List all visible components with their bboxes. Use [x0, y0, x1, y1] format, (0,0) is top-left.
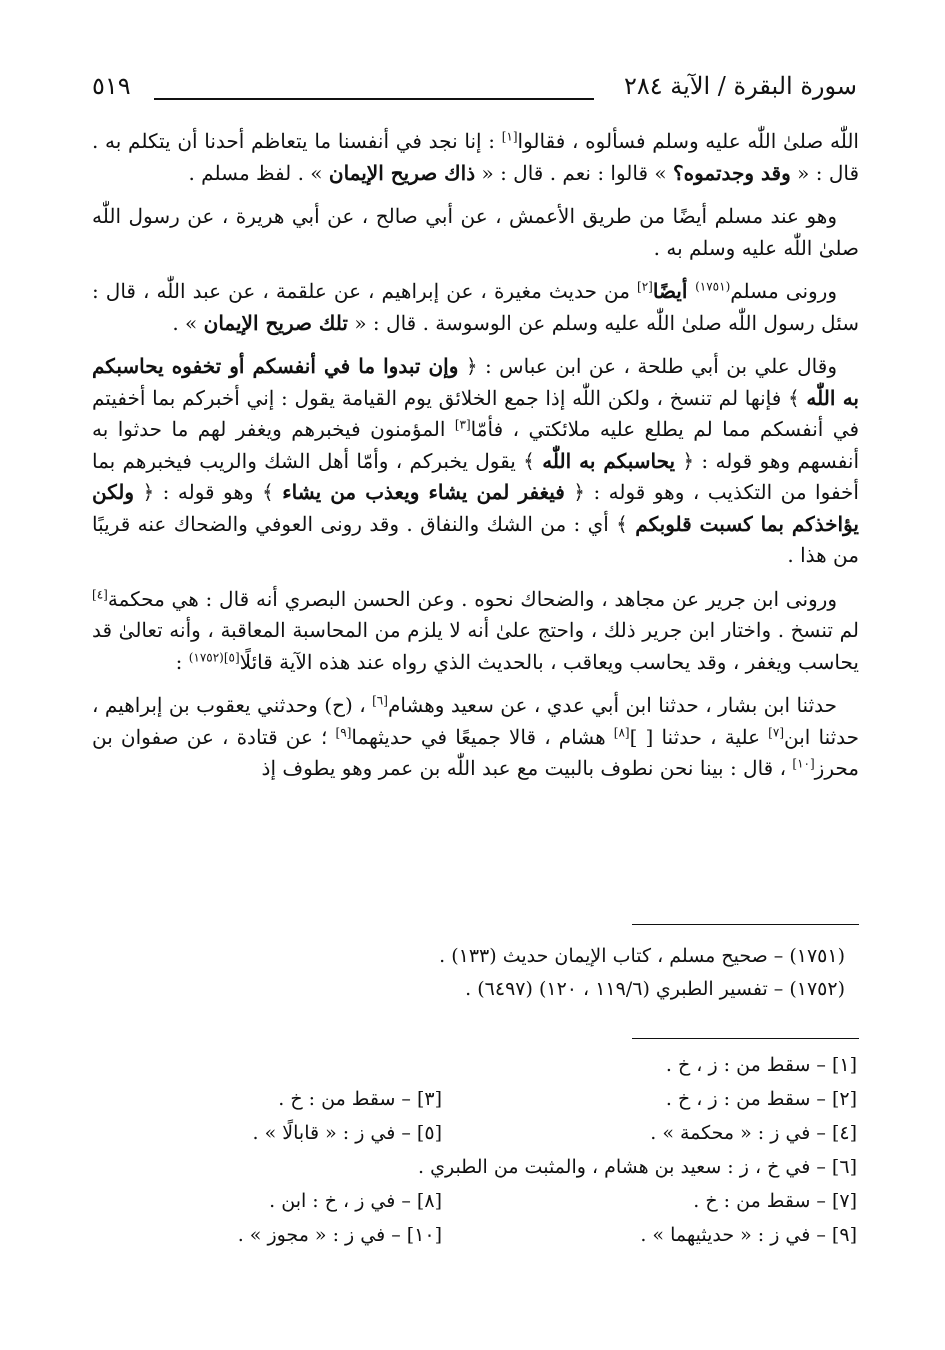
variant-note: [٩] – في ز : « حديثيهما » . — [640, 1224, 857, 1246]
variant-note: [٥] – في ز : « قابالًا » . — [252, 1122, 442, 1144]
text-run: ، (ح) وحدثني يعقوب بن إبراهيم ، حدثنا ابن — [92, 693, 860, 749]
footnote-separator — [632, 924, 859, 925]
text-run: ؛ عن قتادة ، عن صفوان بن محرز — [92, 724, 859, 780]
text-run: ﴾ يقول يخبركم ، وأمّا أهل الشك والريب فيخبرهم بما أخفوا من التكذيب ، وهو قوله : ﴿ — [92, 448, 859, 504]
text-run: المؤمنون فيخبرهم ويغفر لهم ما حدثوا به أنفسهم وهو قوله : ﴿ — [92, 417, 860, 473]
text-run: هشام ، قالا جميعًا في حديثهما — [351, 724, 614, 749]
hadith-quote: وقد وجدتموه؟ — [673, 160, 791, 185]
footnote-ref: (١٧٥٢) — [188, 649, 224, 664]
variant-note: [١٠] – في ز : « مجوز » . — [237, 1224, 442, 1246]
page-number: ٥١٩ — [92, 72, 131, 100]
paragraph — [92, 276, 859, 339]
quran-quote: فيغفر لمن يشاء ويعذب من يشاء — [282, 480, 565, 504]
variant-note: [٣] – سقط من : خ . — [278, 1088, 442, 1110]
variant-ref: [٣] — [454, 417, 471, 432]
text-run: وقال علي بن أبي طلحة ، عن ابن عباس : ﴿ — [458, 354, 837, 378]
variant-row — [92, 1224, 857, 1258]
header-rule — [154, 98, 594, 100]
hadith-quote: تلك صريح الإيمان — [203, 310, 348, 335]
text-run: من حديث مغيرة ، عن إبراهيم ، عن علقمة ، عن عبد اللّٰه ، قال : سئل رسول اللّٰه صلىٰ اللّٰه عليه وسلم عن الوسوسة . قال : « — [92, 279, 859, 335]
footnote: (١٧٥٢) – تفسير الطبري (١١٩/٦ ، ١٢٠) (٦٤٩٧) . — [465, 978, 845, 1000]
text-run: اللّٰه صلىٰ اللّٰه عليه وسلم فسألوه ، فقالوا — [517, 129, 859, 153]
text-run: ورونى مسلم — [730, 279, 838, 303]
variant-note: [٨] – في ز ، خ : ابن . — [269, 1190, 442, 1212]
paragraph — [92, 351, 859, 572]
main-text — [92, 126, 859, 797]
variant-ref: [٩] — [335, 724, 352, 739]
text-run: ﴾ فإنها لم تنسخ ، ولكن اللّٰه إذا جمع الخلائق يوم القيامة يقول : إني أخبركم بما أخفيتم في أنفسكم مما لم يطلع عليه ملائكتي ، فأمّا — [92, 385, 860, 441]
variant-ref: [٨] — [613, 724, 630, 739]
page-header — [92, 72, 857, 112]
variants-separator — [632, 1038, 859, 1039]
footnotes — [92, 940, 857, 1006]
variant-ref: [٧] — [768, 724, 784, 739]
paragraph — [92, 690, 859, 785]
running-title: سورة البقرة / الآية ٢٨٤ — [623, 72, 857, 100]
text-run: علية ، حدثنا [ ] — [629, 724, 769, 749]
variant-row — [92, 1190, 857, 1224]
text-run: ﴾ أي : من الشك والنفاق . وقد رونى العوفي والضحاك عنه قريبًا من هذا . — [92, 511, 859, 567]
quran-quote: ولكن يؤاخذكم بما كسبت قلوبكم — [92, 480, 859, 536]
variant-row — [92, 1054, 857, 1088]
quran-quote: وإن تبدوا ما في أنفسكم أو تخفوه يحاسبكم به اللّٰه — [92, 354, 860, 410]
text-run: : — [175, 649, 189, 674]
paragraph — [92, 201, 859, 264]
paragraph — [92, 584, 859, 679]
text-run: ، قال : بينا نحن نطوف بالبيت مع عبد اللّٰه بن عمر وهو يطوف إذ — [261, 756, 793, 780]
text-run: ﴾ وهو قوله : ﴿ — [134, 480, 283, 504]
footnote-ref: (١٧٥١) — [695, 279, 731, 294]
text-run: حدثنا ابن بشار ، حدثنا ابن أبي عدي ، عن سعيد وهشام — [387, 693, 838, 717]
text-run: ورونى ابن جرير عن مجاهد ، والضحاك نحوه . وعن الحسن البصري أنه قال : هي محكمة — [107, 586, 837, 611]
variant-ref: [٢] — [637, 279, 653, 294]
text-run: : إنا نجد في أنفسنا ما يتعاظم أحدنا أن يتكلم به . قال : « — [92, 129, 859, 185]
variant-ref: [١٠] — [792, 756, 815, 771]
footnote: (١٧٥١) – صحيح مسلم ، كتاب الإيمان حديث (١٣٣) . — [439, 945, 845, 967]
variant-ref: [٦] — [372, 693, 388, 708]
variant-note: [١] – سقط من : ز ، خ . — [665, 1054, 857, 1076]
text-run: » قالوا : نعم . قال : « — [475, 160, 673, 185]
variant-ref: [٥] — [223, 649, 240, 664]
text-run: أيضًا — [652, 279, 696, 303]
text-run: لم تنسخ . واختار ابن جرير ذلك ، واحتج علىٰ أنه لا يلزم من المحاسبة المعاقبة ، وأنه تعالىٰ قد يحاسب ويغفر ، وقد يحاسب ويعاقب ، بالحديث الذي رواه عند هذه الآية قائلًا — [92, 618, 859, 674]
variant-note: [٢] – سقط من : ز ، خ . — [665, 1088, 857, 1110]
variant-note: [٤] – في ز : « محكمة » . — [650, 1122, 857, 1144]
variant-ref: [٤] — [92, 586, 108, 601]
variant-note: [٧] – سقط من : خ . — [693, 1190, 857, 1212]
variant-row — [92, 1156, 857, 1190]
text-run: وهو عند مسلم أيضًا من طريق الأعمش ، عن أبي صالح ، عن أبي هريرة ، عن رسول اللّٰه صلىٰ اللّٰه عليه وسلم به . — [92, 204, 859, 260]
hadith-quote: ذاك صريح الإيمان — [328, 160, 476, 185]
paragraph — [92, 126, 859, 189]
variant-ref: [١] — [501, 129, 518, 144]
variant-row — [92, 1122, 857, 1156]
text-run: » . — [172, 310, 204, 335]
variant-row — [92, 1088, 857, 1122]
variant-note: [٦] – في خ ، ز : سعيد بن هشام ، والمثبت من الطبري . — [418, 1156, 857, 1178]
text-run: » . لفظ مسلم . — [188, 160, 329, 185]
quran-quote: يحاسبكم به اللّٰه — [542, 448, 676, 473]
variant-readings — [92, 1054, 857, 1258]
